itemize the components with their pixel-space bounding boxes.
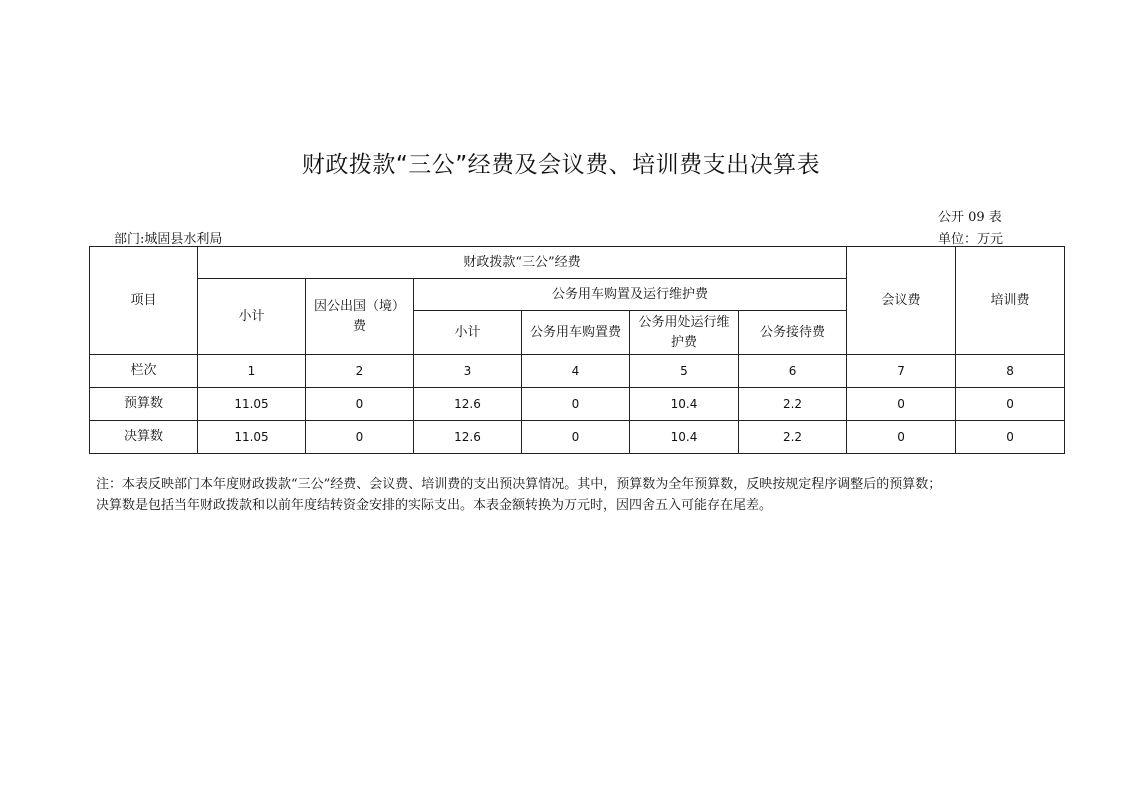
table-row	[90, 355, 1065, 388]
footnote-line-1: 注：本表反映部门本年度财政拨款“三公”经费、会议费、培训费的支出预决算情况。其中，预算数为全年预算数，反映按规定程序调整后的预算数；	[96, 477, 942, 492]
table-cell: 0	[847, 421, 956, 454]
table-cell: 1	[198, 355, 306, 388]
table-cell: 2	[306, 355, 414, 388]
table-cell: 0	[956, 388, 1065, 421]
table-cell: 8	[956, 355, 1065, 388]
table-cell: 3	[414, 355, 522, 388]
header-reception: 公务接待费	[739, 311, 847, 355]
table-cell: 2.2	[739, 421, 847, 454]
table-cell: 10.4	[630, 388, 739, 421]
table-cell: 0	[522, 421, 630, 454]
header-meeting: 会议费	[847, 247, 956, 355]
table-cell: 5	[630, 355, 739, 388]
header-vehicle-group: 公务用车购置及运行维护费	[414, 279, 847, 311]
header-item: 项目	[90, 247, 198, 355]
table-cell: 12.6	[414, 388, 522, 421]
table-cell: 7	[847, 355, 956, 388]
header-vehicle-maintenance: 公务用处运行维护费	[630, 311, 739, 355]
table-cell: 10.4	[630, 421, 739, 454]
row-label: 预算数	[90, 388, 198, 421]
table-cell: 6	[739, 355, 847, 388]
form-number: 公开 09 表	[938, 210, 1002, 225]
page-title: 财政拨款“三公”经费及会议费、培训费支出决算表	[301, 152, 821, 178]
footnote-line-2: 决算数是包括当年财政拨款和以前年度结转资金安排的实际支出。本表金额转换为万元时，因四舍五入可能存在尾差。	[96, 498, 773, 513]
table-row	[90, 388, 1065, 421]
header-vehicle-purchase: 公务用车购置费	[522, 311, 630, 355]
expenditure-table	[89, 246, 1065, 454]
header-subtotal: 小计	[198, 279, 306, 355]
row-label: 决算数	[90, 421, 198, 454]
table-cell: 0	[306, 421, 414, 454]
table-cell: 0	[306, 388, 414, 421]
table-cell: 12.6	[414, 421, 522, 454]
table-cell: 11.05	[198, 388, 306, 421]
table-cell: 2.2	[739, 388, 847, 421]
header-abroad: 因公出国（境）费	[306, 279, 414, 355]
table-row	[90, 421, 1065, 454]
table-cell: 11.05	[198, 421, 306, 454]
table-cell: 4	[522, 355, 630, 388]
row-label: 栏次	[90, 355, 198, 388]
footnote	[96, 474, 1036, 516]
department-label: 部门:城固县水利局	[114, 232, 223, 247]
table-cell: 0	[847, 388, 956, 421]
table-cell: 0	[522, 388, 630, 421]
header-vehicle-subtotal: 小计	[414, 311, 522, 355]
header-training: 培训费	[956, 247, 1065, 355]
unit-label: 单位：万元	[938, 232, 1004, 247]
table-cell: 0	[956, 421, 1065, 454]
header-sangong-group: 财政拨款“三公”经费	[198, 247, 847, 279]
